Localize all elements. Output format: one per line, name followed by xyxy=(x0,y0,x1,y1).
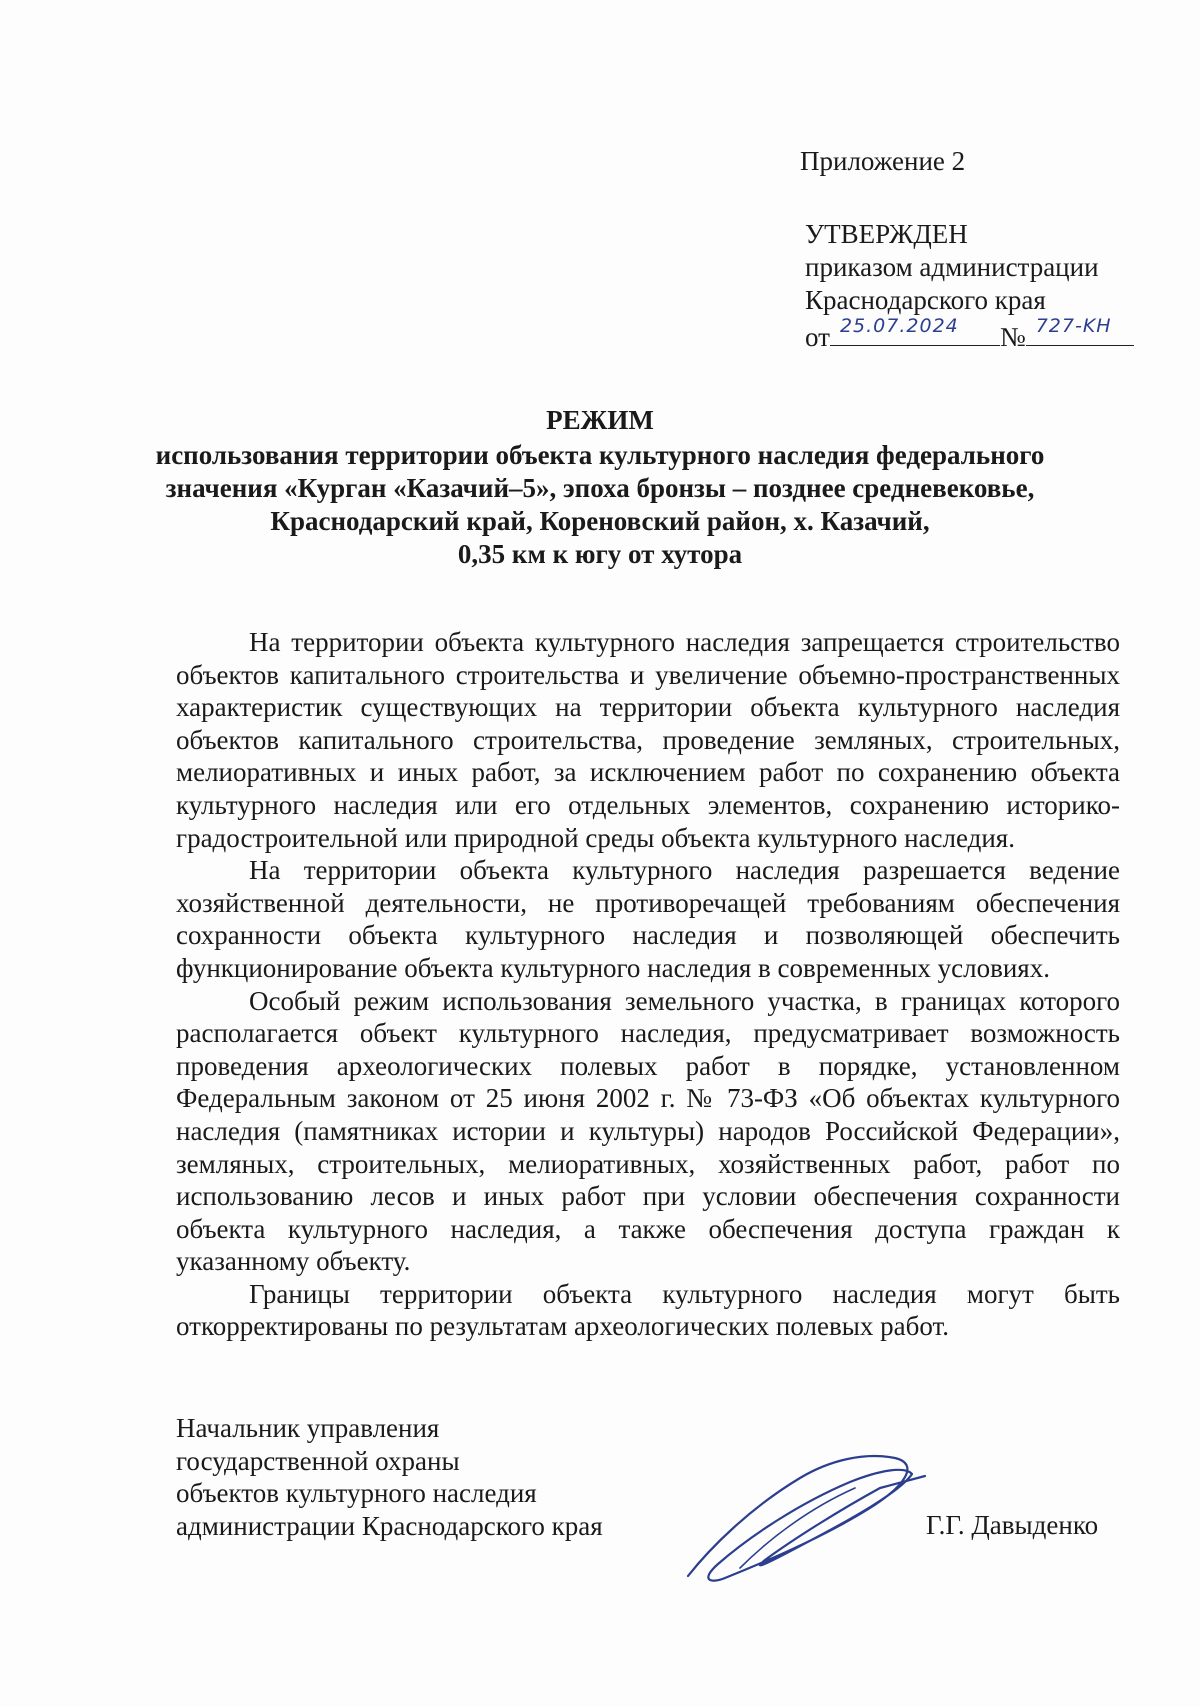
title-line-2: значения «Курган «Казачий–5», эпоха бронзы – позднее средневековье, xyxy=(165,473,1035,503)
document-title xyxy=(150,404,1050,571)
number-blank xyxy=(1026,317,1134,346)
handwritten-number: 727-KH xyxy=(1035,315,1112,337)
title-line-4: 0,35 км к югу от хутора xyxy=(457,539,743,569)
date-blank xyxy=(830,317,1000,346)
position-line-3: объектов культурного наследия xyxy=(176,1478,537,1508)
handwritten-date: 25.07.2024 xyxy=(839,315,959,337)
position-line-4: администрации Краснодарского края xyxy=(176,1510,603,1541)
approval-line-1: приказом администрации xyxy=(805,252,1099,282)
paragraph-permitted-activity: На территории объекта культурного наследия разрешается ведение хозяйственной деятельности, не противоречащей требованиям обеспечения сохранности объекта культурного наследия и позволяющей обеспечить функционирование объекта культурного наследия в современных условиях. xyxy=(176,855,1120,983)
paragraph-boundaries: Границы территории объекта культурного наследия могут быть откорректированы по результатам археологических полевых работ. xyxy=(176,1278,1120,1342)
document-body xyxy=(176,626,1120,1343)
title-line-1: использования территории объекта культурного наследия федерального xyxy=(155,440,1045,470)
paragraph-special-regime: Особый режим использования земельного участка, в границах которого располагается объект культурного наследия, предусматривает возможность проведения археологических полевых работ в порядке, установленном Федеральным законом от 25 июня 2002 г. № 73-ФЗ «Об объектах культурного наследия (памятниках истории и культуры) народов Российской Федерации», земляных, строительных, мелиоративных, хозяйственных работ, работ по использованию лесов и иных работ при условии обеспечения сохранности объекта культурного наследия, а также обеспечения доступа граждан к указанному объекту. xyxy=(176,985,1120,1277)
title-main: РЕЖИМ xyxy=(546,405,654,435)
number-prefix: № xyxy=(999,322,1026,352)
order-line xyxy=(805,317,1134,354)
position-line-2: государственной охраны xyxy=(176,1445,460,1476)
approved-label: УТВЕРЖДЕН xyxy=(805,219,968,249)
date-prefix: от xyxy=(805,322,830,352)
approval-block xyxy=(805,218,1134,354)
signer-name: Г.Г. Давыденко xyxy=(926,1510,1099,1540)
paragraph-prohibitions: На территории объекта культурного наследия запрещается строительство объектов капитального строительства и увеличение объемно-пространственных характеристик существующих на территории объекта культурного наследия объектов капитального строительства, проведение земляных, строительных, мелиоративных и иных работ, за исключением работ по сохранению объекта культурного наследия или его отдельных элементов, сохранению историко-градостроительной или природной среды объекта культурного наследия. xyxy=(176,627,1120,853)
title-line-3: Краснодарский край, Кореновский район, х. Казачий, xyxy=(270,506,930,536)
position-line-1: Начальник управления xyxy=(176,1413,440,1443)
appendix-label: Приложение 2 xyxy=(800,146,966,176)
handwritten-signature-icon xyxy=(680,1448,930,1588)
approval-line-2: Краснодарского края xyxy=(805,285,1046,315)
signatory-position xyxy=(176,1412,603,1542)
